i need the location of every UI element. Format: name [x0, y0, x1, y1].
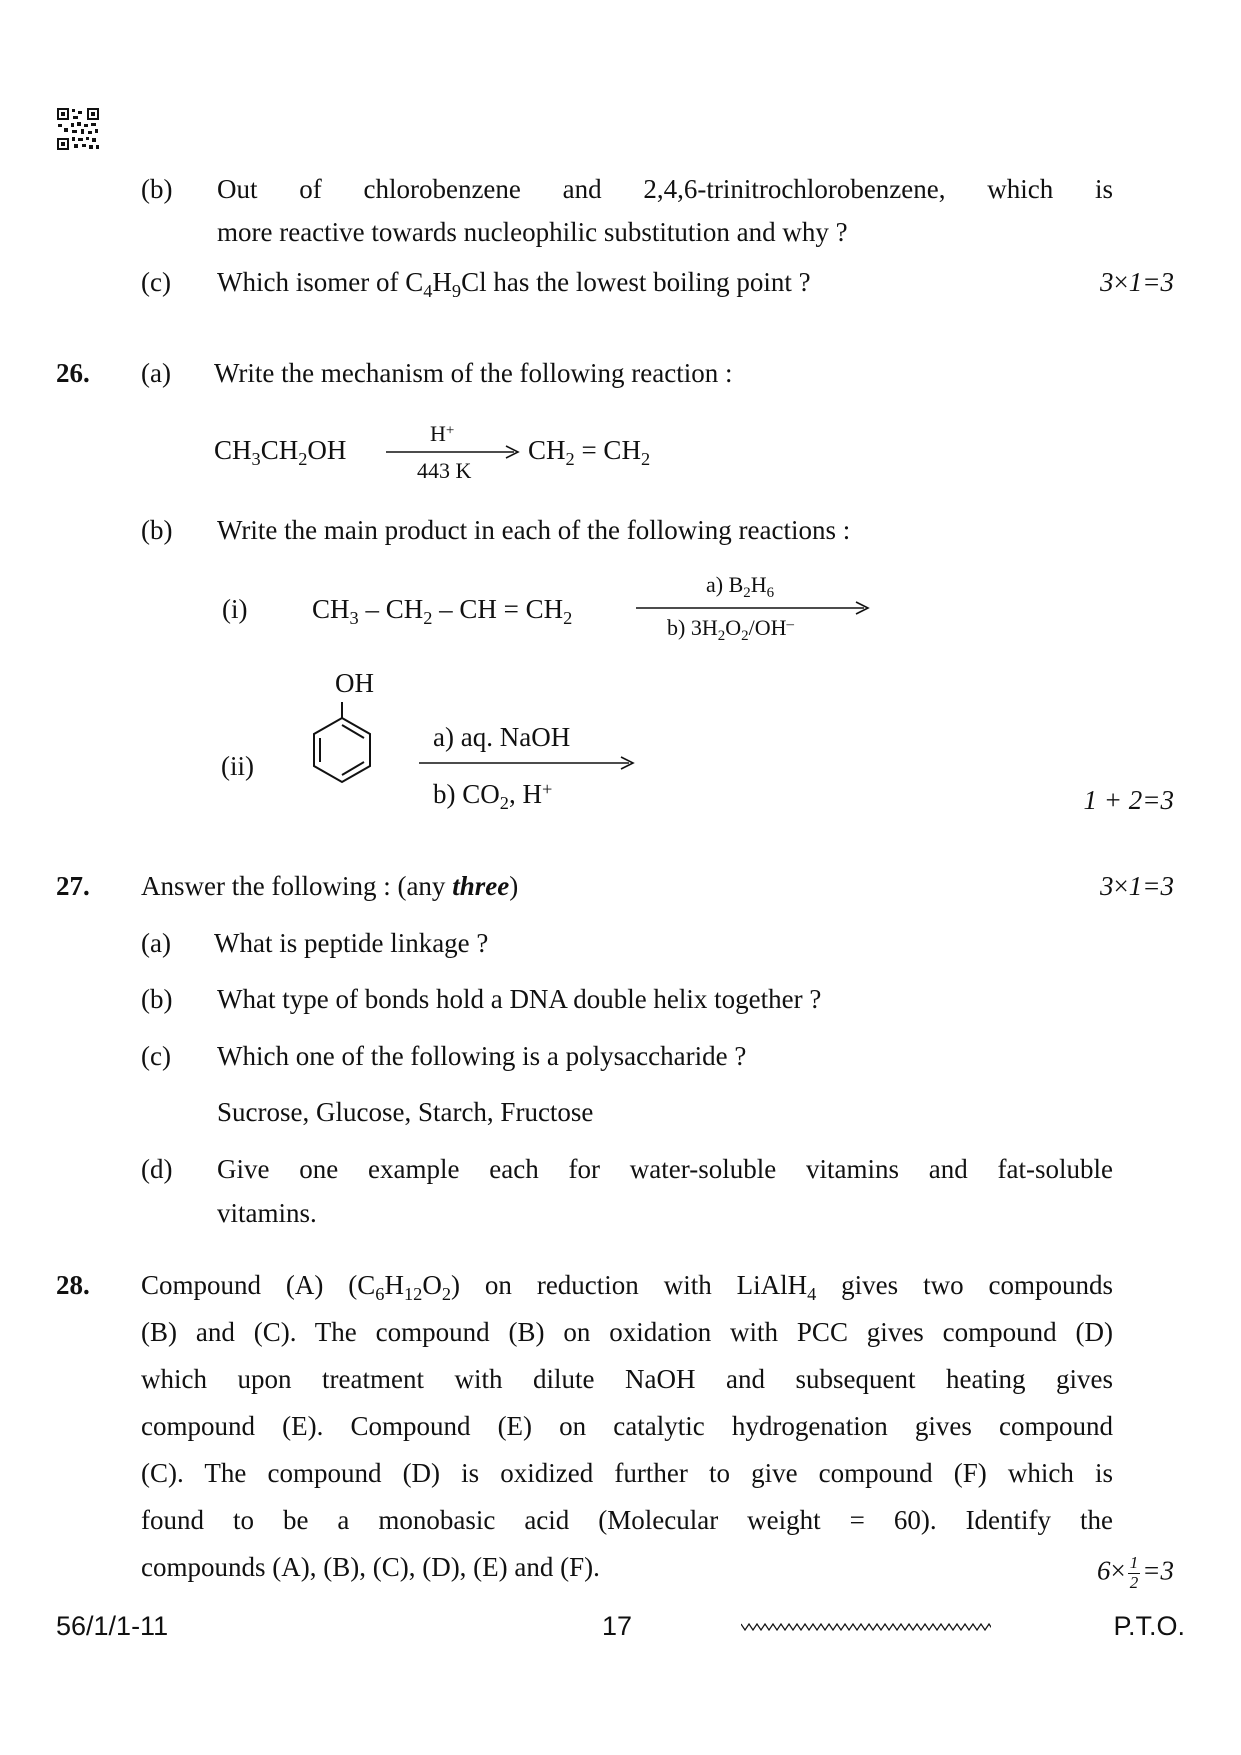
footer-wave-icon	[741, 1620, 991, 1632]
q27-number: 27.	[56, 871, 90, 901]
q26-ii-oh: OH	[335, 668, 374, 698]
rxn-ii-condition-below: b) $CO_2$, H+	[433, 778, 553, 813]
q27-marks: 3×1=3	[1100, 871, 1174, 901]
rxn-ii-arrow	[419, 756, 635, 770]
q25-c-text: Which isomer of $C_4H_9Cl$ has the lowest boiling point ?	[217, 267, 811, 301]
q25-c-label: (c)	[141, 267, 171, 297]
rxn1-condition-below: 443 K	[417, 458, 472, 483]
q26-i-label: (i)	[222, 594, 248, 624]
rxn1-product: $CH_2 = CH_2$	[528, 435, 651, 469]
q26-ii-label: (ii)	[221, 751, 254, 781]
rxn-i-reactant: $CH_3 - CH_2$ – CH = $CH_2$	[312, 594, 573, 628]
q27-a-label: (a)	[141, 928, 171, 958]
q26-marks: 1 + 2=3	[1083, 785, 1174, 815]
q27-d-line2: vitamins.	[217, 1198, 317, 1228]
q28-line1: Compound (A) $(C_6H_{12}O_2)$ on reduction with LiAlH$_4$ gives two compounds	[141, 1270, 1113, 1304]
footer-paper-code: 56/1/1-11	[56, 1611, 169, 1641]
rxn1-condition-above: H+	[430, 421, 455, 446]
q27-c-options: Sucrose, Glucose, Starch, Fructose	[217, 1097, 594, 1127]
q26-b-label: (b)	[141, 515, 173, 545]
q27-instruction: Answer the following : (any three)	[141, 871, 519, 901]
q25-marks: 3×1=3	[1100, 267, 1174, 297]
q27-c-label: (c)	[141, 1041, 171, 1071]
footer-pto: P.T.O.	[1113, 1611, 1185, 1641]
q27-a-text: What is peptide linkage ?	[214, 928, 489, 958]
q25-b-label: (b)	[141, 174, 173, 204]
q27-b-text: What type of bonds hold a DNA double helix together ?	[217, 984, 822, 1014]
footer-page-number: 17	[602, 1611, 633, 1641]
phenol-ring-icon	[308, 700, 378, 796]
q28-line7: compounds (A), (B), (C), (D), (E) and (F).	[141, 1552, 600, 1582]
rxn1-reactant: $CH_3CH_2OH$	[214, 435, 347, 469]
q28-number: 28.	[56, 1270, 90, 1300]
q28-line2: (B) and (C). The compound (B) on oxidation with PCC gives compound (D)	[141, 1317, 1113, 1347]
q27-c-text: Which one of the following is a polysaccharide ?	[217, 1041, 747, 1071]
rxn-i-arrow	[636, 601, 870, 615]
q26-number: 26.	[56, 358, 90, 388]
q28-line4: compound (E). Compound (E) on catalytic hydrogenation gives compound	[141, 1411, 1113, 1441]
q25-b-line2: more reactive towards nucleophilic substitution and why ?	[217, 217, 848, 247]
q25-b-line1: Out of chlorobenzene and 2,4,6-trinitrochlorobenzene, which is	[217, 174, 1113, 204]
q27-b-label: (b)	[141, 984, 173, 1014]
rxn1-arrow	[386, 445, 520, 459]
q27-d-label: (d)	[141, 1154, 173, 1184]
q28-line3: which upon treatment with dilute NaOH and subsequent heating gives	[141, 1364, 1113, 1394]
q26-a-text: Write the mechanism of the following reaction :	[214, 358, 733, 388]
q26-b-text: Write the main product in each of the following reactions :	[217, 515, 851, 545]
q28-marks: 6× $\frac{1}{2}$ =3	[1097, 1553, 1174, 1592]
rxn-i-condition-above: a) $B_2H_6$	[706, 572, 775, 601]
q28-line6: found to be a monobasic acid (Molecular weight = 60). Identify the	[141, 1505, 1113, 1535]
q26-a-label: (a)	[141, 358, 171, 388]
rxn-ii-condition-above: a) aq. NaOH	[433, 722, 571, 752]
qr-code-icon	[56, 107, 100, 151]
q27-d-line1: Give one example each for water-soluble vitamins and fat-soluble	[217, 1154, 1113, 1184]
q28-line5: (C). The compound (D) is oxidized further to give compound (F) which is	[141, 1458, 1113, 1488]
rxn-i-condition-below: b) $3H_2O_2/OH^-$	[667, 615, 794, 644]
